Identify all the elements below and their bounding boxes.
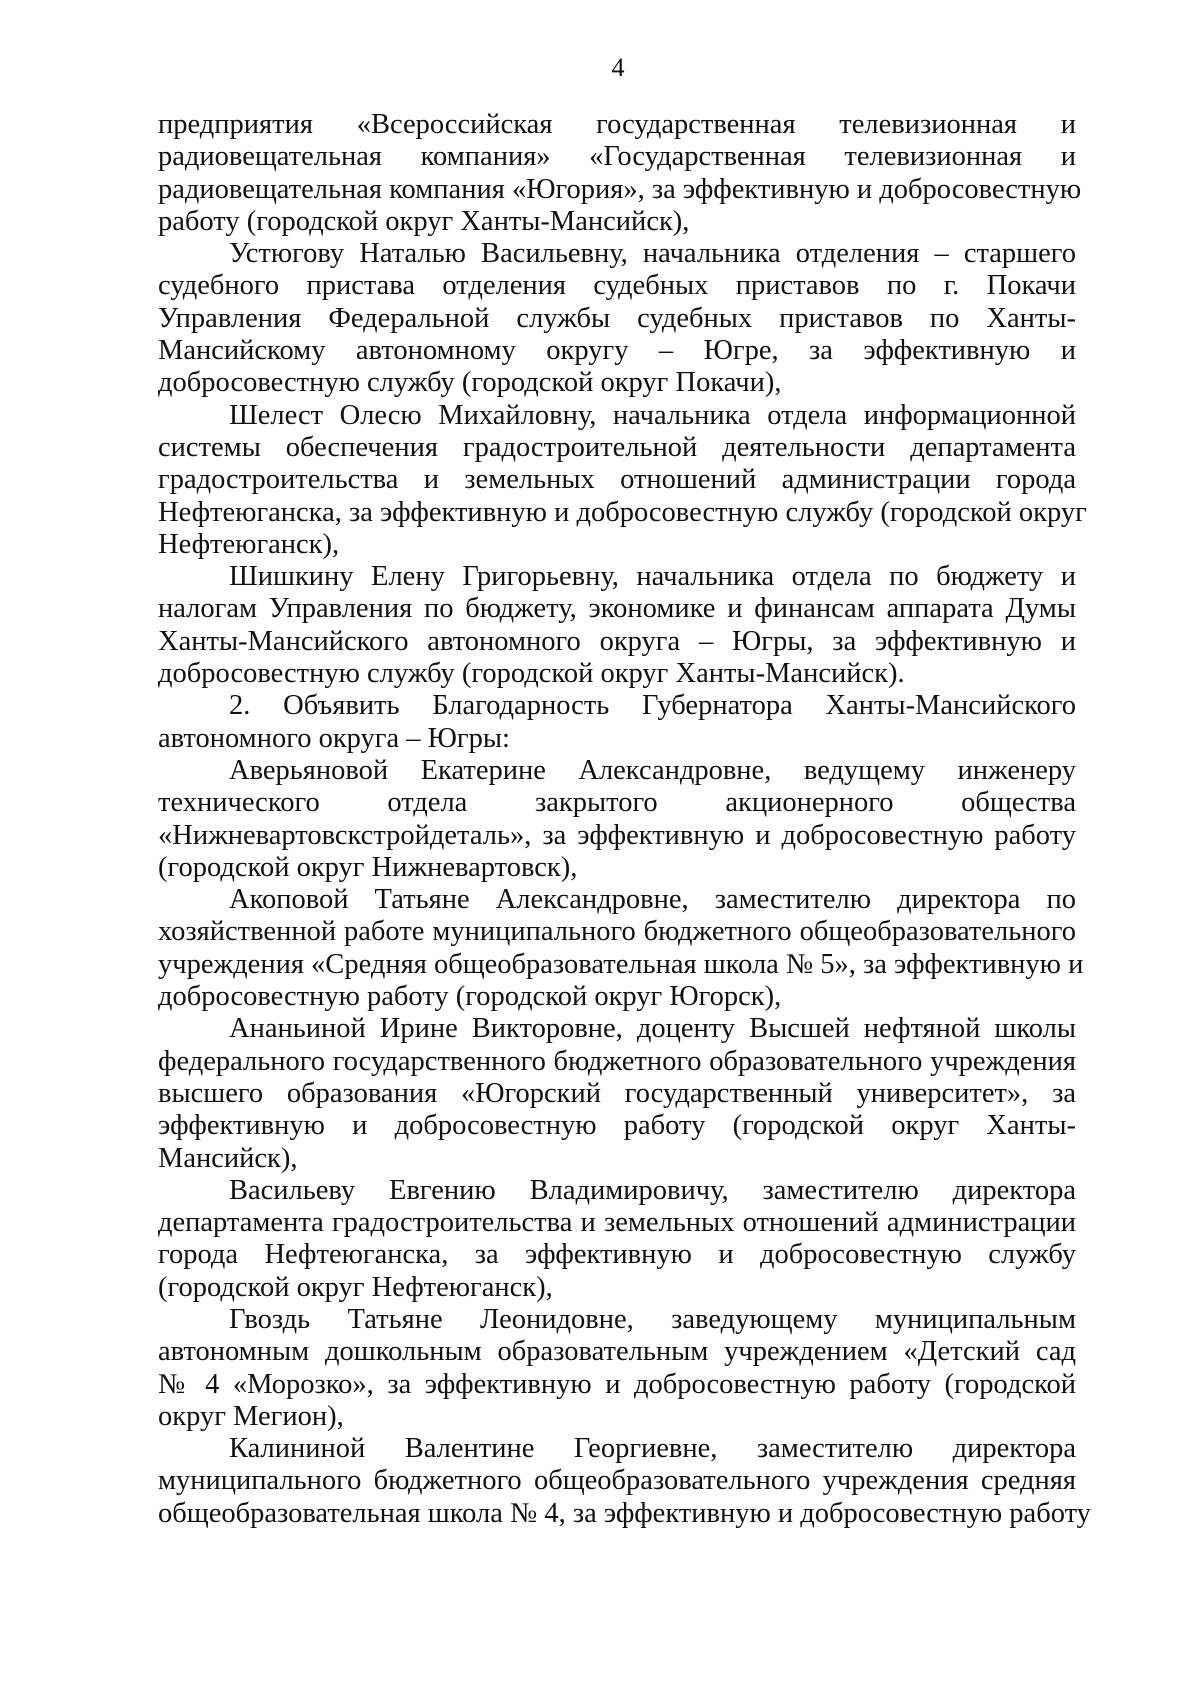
text-line: «Нижневартовскстройдеталь», за эффективную и добросовестную работу <box>158 819 1076 851</box>
text-line: Шишкину Елену Григорьевну, начальника отдела по бюджету и <box>229 561 1076 593</box>
text-line: муниципального бюджетного общеобразовательного учреждения средняя <box>158 1465 1076 1497</box>
paragraph <box>158 690 1076 755</box>
text-line: работу (городской округ Ханты-Мансийск), <box>158 205 690 237</box>
paragraph <box>158 1433 1091 1530</box>
text-line: Управления Федеральной службы судебных приставов по Ханты- <box>158 302 1076 334</box>
paragraph <box>158 109 1082 238</box>
text-line: 2. Объявить Благодарность Губернатора Ханты-Мансийского <box>229 690 1076 722</box>
text-line: радиовещательная компания «Югория», за эффективную и добросовестную <box>158 173 1082 205</box>
text-line: Шелест Олесю Михайловну, начальника отдела информационной <box>229 399 1076 431</box>
text-line: автономным дошкольным образовательным учреждением «Детский сад <box>158 1336 1076 1368</box>
text-line: радиовещательная компания» «Государственная телевизионная и <box>158 141 1076 173</box>
text-line: Ханты-Мансийского автономного округа – Югры, за эффективную и <box>158 625 1076 657</box>
text-line: (городской округ Нефтеюганск), <box>158 1271 553 1303</box>
text-line: округ Мегион), <box>158 1400 344 1432</box>
text-line: города Нефтеюганска, за эффективную и добросовестную службу <box>158 1239 1076 1271</box>
text-line: Акоповой Татьяне Александровне, заместителю директора по <box>229 884 1076 916</box>
document-body <box>158 109 1091 1530</box>
text-line: (городской округ Нижневартовск), <box>158 851 578 883</box>
text-line: Устюгову Наталью Васильевну, начальника отделения – старшего <box>229 238 1076 270</box>
text-line: градостроительства и земельных отношений администрации города <box>158 464 1076 496</box>
text-line: учреждения «Средняя общеобразовательная школа № 5», за эффективную и <box>158 948 1084 980</box>
text-line: Калининой Валентине Георгиевне, заместителю директора <box>229 1433 1076 1465</box>
page-number: 4 <box>611 53 625 82</box>
text-line: Васильеву Евгению Владимировичу, заместителю директора <box>229 1174 1076 1206</box>
text-line: технического отдела закрытого акционерного общества <box>158 787 1076 819</box>
text-line: № 4 «Морозко», за эффективную и добросовестную работу (городской <box>158 1368 1076 1400</box>
text-line: добросовестную службу (городской округ Ханты-Мансийск). <box>158 658 905 690</box>
paragraph <box>158 1304 1076 1433</box>
text-line: Гвоздь Татьяне Леонидовне, заведующему муниципальным <box>229 1303 1076 1335</box>
text-line: хозяйственной работе муниципального бюджетного общеобразовательного <box>158 916 1076 948</box>
text-line: Нефтеюганска, за эффективную и добросовестную службу (городской округ <box>158 496 1087 528</box>
text-line: добросовестную службу (городской округ Покачи), <box>158 367 782 399</box>
paragraph <box>158 755 1076 884</box>
text-line: эффективную и добросовестную работу (городской округ Ханты- <box>158 1110 1076 1142</box>
text-line: Мансийскому автономному округу – Югре, за эффективную и <box>158 335 1076 367</box>
paragraph <box>158 238 1076 399</box>
paragraph <box>158 399 1087 561</box>
text-line: автономного округа – Югры: <box>158 722 510 754</box>
text-line: судебного пристава отделения судебных приставов по г. Покачи <box>158 270 1076 302</box>
text-line: системы обеспечения градостроительной деятельности департамента <box>158 431 1076 463</box>
text-line: федерального государственного бюджетного образовательного учреждения <box>158 1045 1076 1077</box>
text-line: предприятия «Всероссийская государственная телевизионная и <box>158 109 1076 140</box>
text-line: Нефтеюганск), <box>158 528 340 560</box>
text-line: департамента градостроительства и земельных отношений администрации <box>158 1207 1076 1239</box>
paragraph <box>158 884 1084 1013</box>
paragraph <box>158 1175 1076 1304</box>
text-line: налогам Управления по бюджету, экономике и финансам аппарата Думы <box>158 593 1076 625</box>
text-line: Аверьяновой Екатерине Александровне, ведущему инженеру <box>229 754 1076 786</box>
paragraph <box>158 1013 1076 1174</box>
text-line: Мансийск), <box>158 1142 298 1174</box>
paragraph <box>158 561 1076 690</box>
text-line: Ананьиной Ирине Викторовне, доценту Высшей нефтяной школы <box>229 1013 1076 1045</box>
text-line: высшего образования «Югорский государственный университет», за <box>158 1077 1076 1109</box>
text-line: общеобразовательная школа № 4, за эффективную и добросовестную работу <box>158 1497 1091 1529</box>
text-line: добросовестную работу (городской округ Югорск), <box>158 981 782 1013</box>
